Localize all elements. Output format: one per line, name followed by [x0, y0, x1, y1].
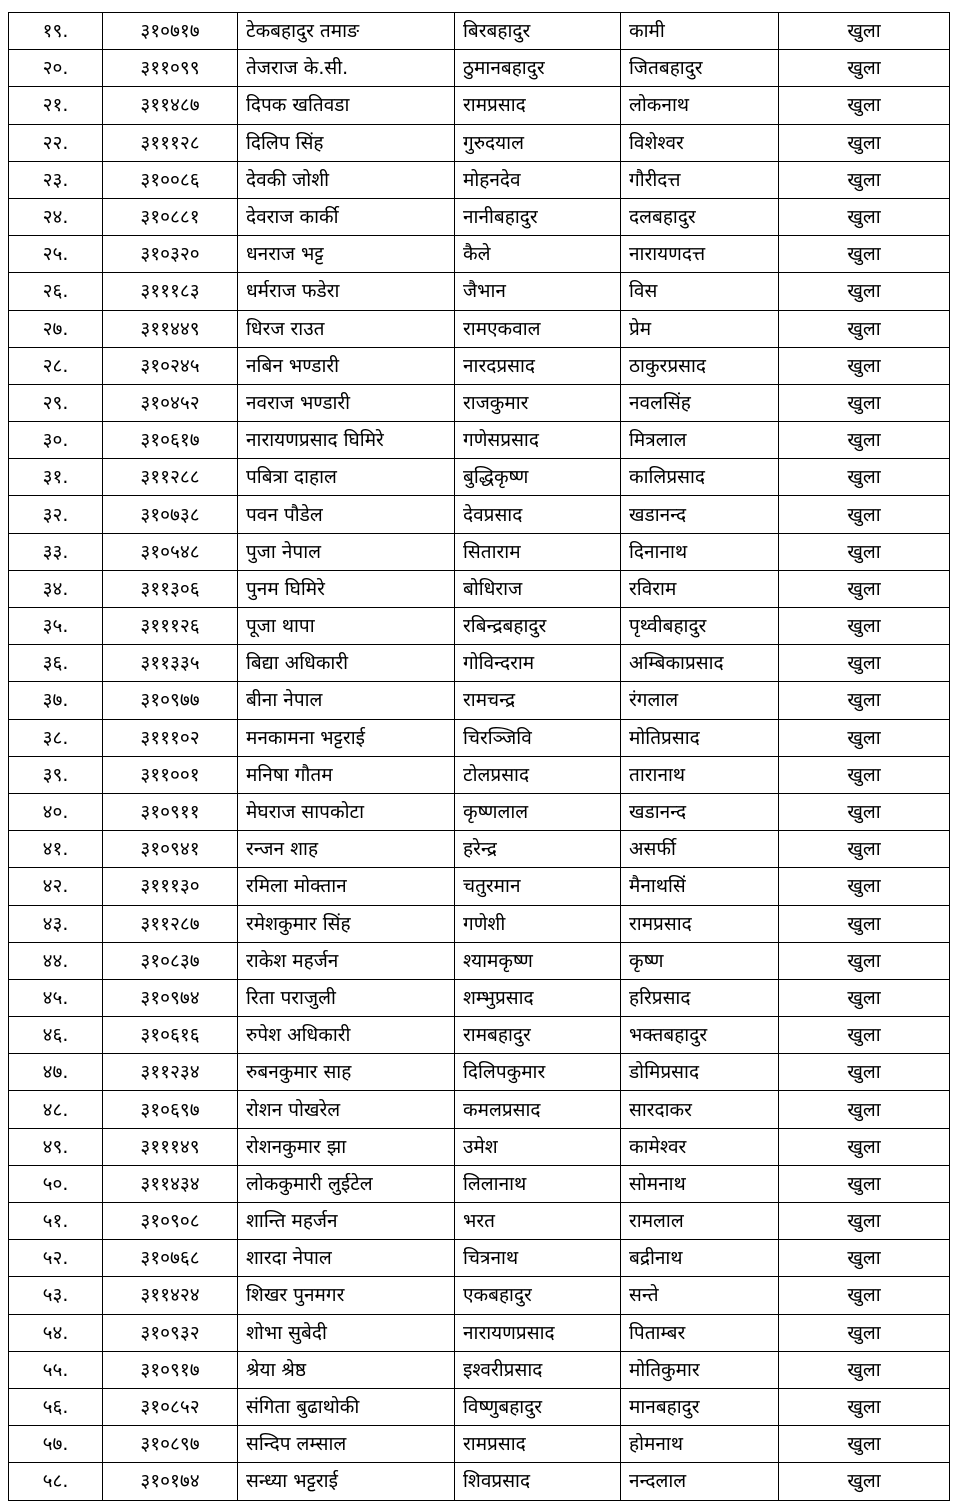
serial-number-cell: २९. [9, 384, 103, 421]
serial-number-cell: ३१. [9, 459, 103, 496]
category-cell: खुला [779, 124, 950, 161]
father-name-cell: जैभान [455, 273, 621, 310]
roll-number-cell: ३११००१ [103, 756, 238, 793]
roll-number-cell: ३१०८३७ [103, 942, 238, 979]
roll-number-cell: ३१०९३२ [103, 1314, 238, 1351]
roll-number-cell: ३१०९७७ [103, 682, 238, 719]
candidate-name-cell: पबित्रा दाहाल [238, 459, 455, 496]
candidate-name-cell: शान्ति महर्जन [238, 1203, 455, 1240]
candidate-name-cell: पूजा थापा [238, 608, 455, 645]
grandfather-name-cell: खडानन्द [621, 496, 779, 533]
serial-number-cell: ४२. [9, 868, 103, 905]
table-row [9, 198, 950, 235]
grandfather-name-cell: अम्बिकाप्रसाद [621, 645, 779, 682]
father-name-cell: श्यामकृष्ण [455, 942, 621, 979]
father-name-cell: चिरञ्जिवि [455, 719, 621, 756]
category-cell: खुला [779, 831, 950, 868]
father-name-cell: रामप्रसाद [455, 87, 621, 124]
serial-number-cell: ३४. [9, 570, 103, 607]
grandfather-name-cell: पृथ्वीबहादुर [621, 608, 779, 645]
serial-number-cell: ३३. [9, 533, 103, 570]
grandfather-name-cell: कामेश्वर [621, 1128, 779, 1165]
candidate-name-cell: सन्ध्या भट्टराई [238, 1463, 455, 1500]
grandfather-name-cell: मोतिकुमार [621, 1351, 779, 1388]
roll-number-cell: ३१०९७४ [103, 979, 238, 1016]
category-cell: खुला [779, 1017, 950, 1054]
category-cell: खुला [779, 1463, 950, 1500]
table-row [9, 384, 950, 421]
candidate-name-cell: बिद्या अधिकारी [238, 645, 455, 682]
serial-number-cell: ३५. [9, 608, 103, 645]
father-name-cell: उमेश [455, 1128, 621, 1165]
roll-number-cell: ३१०७६८ [103, 1240, 238, 1277]
candidate-name-cell: रोशनकुमार झा [238, 1128, 455, 1165]
grandfather-name-cell: मित्रलाल [621, 422, 779, 459]
roll-number-cell: ३१०६१६ [103, 1017, 238, 1054]
roll-number-cell: ३११३३५ [103, 645, 238, 682]
serial-number-cell: ४३. [9, 905, 103, 942]
candidate-name-cell: नबिन भण्डारी [238, 347, 455, 384]
father-name-cell: देवप्रसाद [455, 496, 621, 533]
father-name-cell: चतुरमान [455, 868, 621, 905]
roll-number-cell: ३१०८९७ [103, 1426, 238, 1463]
grandfather-name-cell: रविराम [621, 570, 779, 607]
candidate-name-cell: पुजा नेपाल [238, 533, 455, 570]
father-name-cell: टोलप्रसाद [455, 756, 621, 793]
table-row [9, 756, 950, 793]
category-cell: खुला [779, 645, 950, 682]
category-cell: खुला [779, 310, 950, 347]
category-cell: खुला [779, 1277, 950, 1314]
table-row [9, 1277, 950, 1314]
father-name-cell: गोविन्दराम [455, 645, 621, 682]
table-row [9, 459, 950, 496]
category-cell: खुला [779, 719, 950, 756]
category-cell: खुला [779, 50, 950, 87]
candidate-name-cell: रमेशकुमार सिंह [238, 905, 455, 942]
serial-number-cell: ३६. [9, 645, 103, 682]
grandfather-name-cell: पिताम्बर [621, 1314, 779, 1351]
category-cell: खुला [779, 198, 950, 235]
serial-number-cell: ३८. [9, 719, 103, 756]
serial-number-cell: ५३. [9, 1277, 103, 1314]
candidate-name-cell: मनिषा गौतम [238, 756, 455, 793]
grandfather-name-cell: विस [621, 273, 779, 310]
father-name-cell: चित्रनाथ [455, 1240, 621, 1277]
table-row [9, 608, 950, 645]
candidate-name-cell: टेकबहादुर तमाङ [238, 13, 455, 50]
roll-number-cell: ३१०८५२ [103, 1388, 238, 1425]
roll-number-cell: ३११२८८ [103, 459, 238, 496]
serial-number-cell: ३२. [9, 496, 103, 533]
candidate-name-cell: शिखर पुनमगर [238, 1277, 455, 1314]
category-cell: खुला [779, 1351, 950, 1388]
table-row [9, 1054, 950, 1091]
grandfather-name-cell: मोतिप्रसाद [621, 719, 779, 756]
serial-number-cell: ५१. [9, 1203, 103, 1240]
category-cell: खुला [779, 1054, 950, 1091]
serial-number-cell: ५५. [9, 1351, 103, 1388]
father-name-cell: कमलप्रसाद [455, 1091, 621, 1128]
father-name-cell: इश्वरीप्रसाद [455, 1351, 621, 1388]
table-row [9, 533, 950, 570]
serial-number-cell: ३९. [9, 756, 103, 793]
father-name-cell: रामचन्द्र [455, 682, 621, 719]
roll-number-cell: ३११४२४ [103, 1277, 238, 1314]
father-name-cell: शम्भुप्रसाद [455, 979, 621, 1016]
candidate-table [8, 12, 950, 1501]
table-row [9, 979, 950, 1016]
category-cell: खुला [779, 905, 950, 942]
roll-number-cell: ३११२८७ [103, 905, 238, 942]
category-cell: खुला [779, 273, 950, 310]
grandfather-name-cell: ठाकुरप्रसाद [621, 347, 779, 384]
candidate-name-cell: धिरज राउत [238, 310, 455, 347]
table-row [9, 1351, 950, 1388]
table-row [9, 1128, 950, 1165]
roll-number-cell: ३११४३४ [103, 1165, 238, 1202]
candidate-name-cell: बीना नेपाल [238, 682, 455, 719]
serial-number-cell: २१. [9, 87, 103, 124]
category-cell: खुला [779, 87, 950, 124]
candidate-name-cell: तेजराज के.सी. [238, 50, 455, 87]
grandfather-name-cell: कामी [621, 13, 779, 50]
table-row [9, 236, 950, 273]
category-cell: खुला [779, 1426, 950, 1463]
grandfather-name-cell: रंगलाल [621, 682, 779, 719]
serial-number-cell: ५६. [9, 1388, 103, 1425]
grandfather-name-cell: डोमिप्रसाद [621, 1054, 779, 1091]
candidate-name-cell: संगिता बुढाथोकी [238, 1388, 455, 1425]
grandfather-name-cell: नवलसिंह [621, 384, 779, 421]
grandfather-name-cell: हरिप्रसाद [621, 979, 779, 1016]
category-cell: खुला [779, 793, 950, 830]
father-name-cell: गुरुदयाल [455, 124, 621, 161]
serial-number-cell: ४६. [9, 1017, 103, 1054]
candidate-name-cell: मनकामना भट्टराई [238, 719, 455, 756]
roll-number-cell: ३१११२८ [103, 124, 238, 161]
grandfather-name-cell: रामप्रसाद [621, 905, 779, 942]
serial-number-cell: ५४. [9, 1314, 103, 1351]
serial-number-cell: २४. [9, 198, 103, 235]
category-cell: खुला [779, 1388, 950, 1425]
candidate-name-cell: लोककुमारी लुईटेल [238, 1165, 455, 1202]
serial-number-cell: २६. [9, 273, 103, 310]
candidate-name-cell: नारायणप्रसाद घिमिरे [238, 422, 455, 459]
candidate-name-cell: देवकी जोशी [238, 161, 455, 198]
father-name-cell: नानीबहादुर [455, 198, 621, 235]
serial-number-cell: ५७. [9, 1426, 103, 1463]
category-cell: खुला [779, 682, 950, 719]
roll-number-cell: ३१०९४१ [103, 831, 238, 868]
grandfather-name-cell: जितबहादुर [621, 50, 779, 87]
serial-number-cell: ५२. [9, 1240, 103, 1277]
grandfather-name-cell: मानबहादुर [621, 1388, 779, 1425]
table-row [9, 124, 950, 161]
serial-number-cell: २५. [9, 236, 103, 273]
father-name-cell: बुद्धिकृष्ण [455, 459, 621, 496]
roll-number-cell: ३१०८८१ [103, 198, 238, 235]
grandfather-name-cell: तारानाथ [621, 756, 779, 793]
table-row [9, 1463, 950, 1500]
roll-number-cell: ३१११४९ [103, 1128, 238, 1165]
father-name-cell: ठुमानबहादुर [455, 50, 621, 87]
table-row [9, 13, 950, 50]
category-cell: खुला [779, 347, 950, 384]
roll-number-cell: ३१०७३८ [103, 496, 238, 533]
table-row [9, 570, 950, 607]
table-row [9, 831, 950, 868]
roll-number-cell: ३१००८६ [103, 161, 238, 198]
roll-number-cell: ३१११०२ [103, 719, 238, 756]
table-row [9, 942, 950, 979]
roll-number-cell: ३१०९०८ [103, 1203, 238, 1240]
category-cell: खुला [779, 422, 950, 459]
candidate-name-cell: शोभा सुबेदी [238, 1314, 455, 1351]
category-cell: खुला [779, 1240, 950, 1277]
grandfather-name-cell: भक्तबहादुर [621, 1017, 779, 1054]
table-row [9, 1017, 950, 1054]
roll-number-cell: ३११४४९ [103, 310, 238, 347]
category-cell: खुला [779, 384, 950, 421]
father-name-cell: रबिन्द्रबहादुर [455, 608, 621, 645]
grandfather-name-cell: खडानन्द [621, 793, 779, 830]
table-row [9, 1165, 950, 1202]
serial-number-cell: ४४. [9, 942, 103, 979]
grandfather-name-cell: नन्दलाल [621, 1463, 779, 1500]
grandfather-name-cell: सन्ते [621, 1277, 779, 1314]
roll-number-cell: ३११४८७ [103, 87, 238, 124]
father-name-cell: गणेशी [455, 905, 621, 942]
table-row [9, 1314, 950, 1351]
candidate-name-cell: देवराज कार्की [238, 198, 455, 235]
table-row [9, 1203, 950, 1240]
candidate-table-body [9, 13, 950, 1501]
category-cell: खुला [779, 942, 950, 979]
category-cell: खुला [779, 756, 950, 793]
candidate-name-cell: दिपक खतिवडा [238, 87, 455, 124]
father-name-cell: भरत [455, 1203, 621, 1240]
father-name-cell: शिवप्रसाद [455, 1463, 621, 1500]
category-cell: खुला [779, 459, 950, 496]
table-row [9, 1240, 950, 1277]
father-name-cell: बोधिराज [455, 570, 621, 607]
grandfather-name-cell: दलबहादुर [621, 198, 779, 235]
serial-number-cell: २२. [9, 124, 103, 161]
grandfather-name-cell: नारायणदत्त [621, 236, 779, 273]
category-cell: खुला [779, 13, 950, 50]
father-name-cell: हरेन्द्र [455, 831, 621, 868]
father-name-cell: बिरबहादुर [455, 13, 621, 50]
category-cell: खुला [779, 161, 950, 198]
grandfather-name-cell: असर्फी [621, 831, 779, 868]
roll-number-cell: ३१०९११ [103, 793, 238, 830]
category-cell: खुला [779, 608, 950, 645]
father-name-cell: सिताराम [455, 533, 621, 570]
grandfather-name-cell: सारदाकर [621, 1091, 779, 1128]
serial-number-cell: ४१. [9, 831, 103, 868]
candidate-name-cell: नवराज भण्डारी [238, 384, 455, 421]
father-name-cell: नारायणप्रसाद [455, 1314, 621, 1351]
father-name-cell: कैले [455, 236, 621, 273]
roll-number-cell: ३१०६९७ [103, 1091, 238, 1128]
father-name-cell: रामबहादुर [455, 1017, 621, 1054]
candidate-name-cell: रमिला मोक्तान [238, 868, 455, 905]
table-row [9, 273, 950, 310]
serial-number-cell: ५८. [9, 1463, 103, 1500]
category-cell: खुला [779, 1128, 950, 1165]
candidate-name-cell: सन्दिप लम्साल [238, 1426, 455, 1463]
category-cell: खुला [779, 1314, 950, 1351]
serial-number-cell: ४८. [9, 1091, 103, 1128]
category-cell: खुला [779, 570, 950, 607]
table-row [9, 1388, 950, 1425]
father-name-cell: विष्णुबहादुर [455, 1388, 621, 1425]
category-cell: खुला [779, 236, 950, 273]
table-row [9, 87, 950, 124]
father-name-cell: नारदप्रसाद [455, 347, 621, 384]
father-name-cell: लिलानाथ [455, 1165, 621, 1202]
table-row [9, 347, 950, 384]
father-name-cell: एकबहादुर [455, 1277, 621, 1314]
candidate-name-cell: रोशन पोखरेल [238, 1091, 455, 1128]
category-cell: खुला [779, 1091, 950, 1128]
father-name-cell: कृष्णलाल [455, 793, 621, 830]
grandfather-name-cell: गौरीदत्त [621, 161, 779, 198]
roll-number-cell: ३११०९९ [103, 50, 238, 87]
category-cell: खुला [779, 1165, 950, 1202]
candidate-name-cell: धर्मराज फडेरा [238, 273, 455, 310]
grandfather-name-cell: रामलाल [621, 1203, 779, 1240]
roll-number-cell: ३१०४५२ [103, 384, 238, 421]
father-name-cell: रामप्रसाद [455, 1426, 621, 1463]
grandfather-name-cell: विशेश्वर [621, 124, 779, 161]
father-name-cell: दिलिपकुमार [455, 1054, 621, 1091]
roll-number-cell: ३१११८३ [103, 273, 238, 310]
category-cell: खुला [779, 868, 950, 905]
table-row [9, 1426, 950, 1463]
category-cell: खुला [779, 1203, 950, 1240]
candidate-name-cell: शारदा नेपाल [238, 1240, 455, 1277]
table-row [9, 793, 950, 830]
table-row [9, 50, 950, 87]
serial-number-cell: ५०. [9, 1165, 103, 1202]
grandfather-name-cell: होमनाथ [621, 1426, 779, 1463]
table-row [9, 682, 950, 719]
roll-number-cell: ३१०२४५ [103, 347, 238, 384]
table-row [9, 905, 950, 942]
candidate-name-cell: रन्जन शाह [238, 831, 455, 868]
candidate-name-cell: रुबनकुमार साह [238, 1054, 455, 1091]
candidate-name-cell: दिलिप सिंह [238, 124, 455, 161]
grandfather-name-cell: दिनानाथ [621, 533, 779, 570]
table-row [9, 645, 950, 682]
serial-number-cell: २७. [9, 310, 103, 347]
serial-number-cell: ४९. [9, 1128, 103, 1165]
candidate-name-cell: राकेश महर्जन [238, 942, 455, 979]
candidate-name-cell: धनराज भट्ट [238, 236, 455, 273]
serial-number-cell: ३७. [9, 682, 103, 719]
roll-number-cell: ३१०१७४ [103, 1463, 238, 1500]
table-row [9, 719, 950, 756]
grandfather-name-cell: प्रेम [621, 310, 779, 347]
roll-number-cell: ३१०३२० [103, 236, 238, 273]
grandfather-name-cell: कालिप्रसाद [621, 459, 779, 496]
father-name-cell: राजकुमार [455, 384, 621, 421]
candidate-name-cell: पवन पौडेल [238, 496, 455, 533]
table-row [9, 422, 950, 459]
serial-number-cell: १९. [9, 13, 103, 50]
serial-number-cell: ४७. [9, 1054, 103, 1091]
category-cell: खुला [779, 979, 950, 1016]
candidate-name-cell: रिता पराजुली [238, 979, 455, 1016]
candidate-name-cell: श्रेया श्रेष्ठ [238, 1351, 455, 1388]
roll-number-cell: ३१११२६ [103, 608, 238, 645]
roll-number-cell: ३१०७१७ [103, 13, 238, 50]
candidate-name-cell: पुनम घिमिरे [238, 570, 455, 607]
grandfather-name-cell: मैनाथसिं [621, 868, 779, 905]
serial-number-cell: २८. [9, 347, 103, 384]
serial-number-cell: ४५. [9, 979, 103, 1016]
table-row [9, 868, 950, 905]
table-row [9, 1091, 950, 1128]
grandfather-name-cell: बद्रीनाथ [621, 1240, 779, 1277]
roll-number-cell: ३१०५४८ [103, 533, 238, 570]
category-cell: खुला [779, 496, 950, 533]
serial-number-cell: २३. [9, 161, 103, 198]
father-name-cell: गणेसप्रसाद [455, 422, 621, 459]
roll-number-cell: ३१०६१७ [103, 422, 238, 459]
roll-number-cell: ३१०९१७ [103, 1351, 238, 1388]
roll-number-cell: ३१११३० [103, 868, 238, 905]
father-name-cell: मोहनदेव [455, 161, 621, 198]
category-cell: खुला [779, 533, 950, 570]
table-row [9, 161, 950, 198]
grandfather-name-cell: कृष्ण [621, 942, 779, 979]
serial-number-cell: २०. [9, 50, 103, 87]
serial-number-cell: ४०. [9, 793, 103, 830]
candidate-name-cell: मेघराज सापकोटा [238, 793, 455, 830]
candidate-name-cell: रुपेश अधिकारी [238, 1017, 455, 1054]
father-name-cell: रामएकवाल [455, 310, 621, 347]
table-row [9, 310, 950, 347]
roll-number-cell: ३११३०६ [103, 570, 238, 607]
grandfather-name-cell: लोकनाथ [621, 87, 779, 124]
grandfather-name-cell: सोमनाथ [621, 1165, 779, 1202]
roll-number-cell: ३११२३४ [103, 1054, 238, 1091]
table-row [9, 496, 950, 533]
serial-number-cell: ३०. [9, 422, 103, 459]
